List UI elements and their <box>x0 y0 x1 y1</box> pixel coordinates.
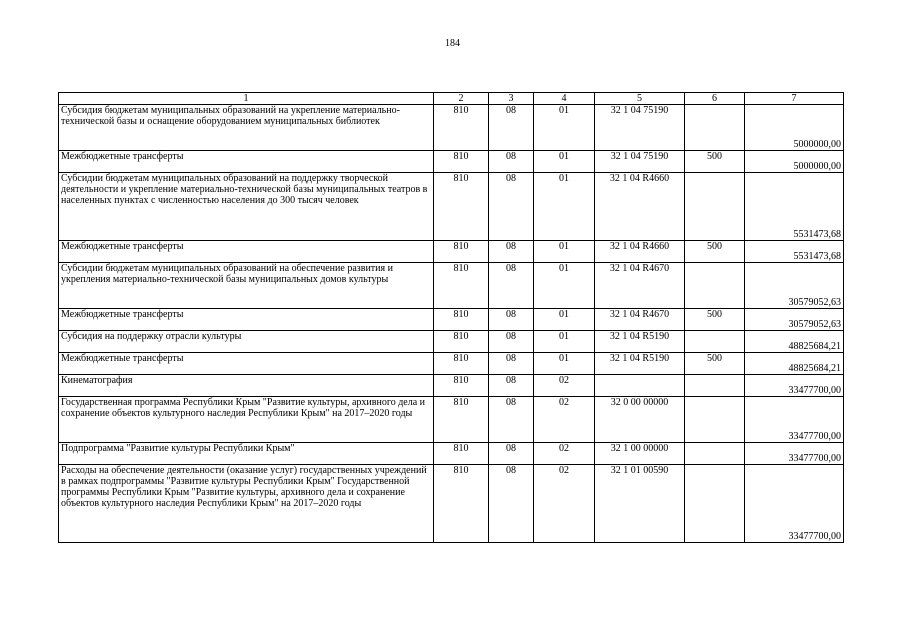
row-expense-type-cell: 500 <box>685 241 745 263</box>
row-target-article-cell: 32 1 04 75190 <box>595 105 685 151</box>
row-subsection-code-cell: 01 <box>534 241 595 263</box>
row-ministry-code-cell: 810 <box>434 173 489 241</box>
table-row <box>59 105 844 151</box>
row-target-article-cell: 32 1 04 R4670 <box>595 263 685 309</box>
row-amount-cell: 5531473,68 <box>745 241 844 263</box>
row-amount-cell: 33477700,00 <box>745 443 844 465</box>
row-expense-type-cell <box>685 331 745 353</box>
row-amount-cell: 33477700,00 <box>745 465 844 543</box>
row-subsection-code-cell: 02 <box>534 397 595 443</box>
row-name-cell: Межбюджетные трансферты <box>59 151 434 173</box>
row-section-code-cell: 08 <box>489 263 534 309</box>
row-ministry-code-cell: 810 <box>434 331 489 353</box>
row-name-cell: Межбюджетные трансферты <box>59 353 434 375</box>
header-cell-7: 7 <box>745 93 844 105</box>
row-amount-cell: 5531473,68 <box>745 173 844 241</box>
row-amount-cell: 33477700,00 <box>745 375 844 397</box>
table-row <box>59 443 844 465</box>
row-target-article-cell: 32 1 04 R4660 <box>595 241 685 263</box>
row-name-cell: Межбюджетные трансферты <box>59 241 434 263</box>
row-section-code-cell: 08 <box>489 105 534 151</box>
row-name-cell: Межбюджетные трансферты <box>59 309 434 331</box>
row-amount-cell: 48825684,21 <box>745 353 844 375</box>
row-ministry-code-cell: 810 <box>434 105 489 151</box>
row-section-code-cell: 08 <box>489 397 534 443</box>
row-amount-cell: 33477700,00 <box>745 397 844 443</box>
row-ministry-code-cell: 810 <box>434 241 489 263</box>
table-row <box>59 309 844 331</box>
row-target-article-cell <box>595 375 685 397</box>
row-subsection-code-cell: 02 <box>534 443 595 465</box>
table-header-row <box>59 93 844 105</box>
row-subsection-code-cell: 01 <box>534 173 595 241</box>
table-row <box>59 173 844 241</box>
row-expense-type-cell <box>685 105 745 151</box>
row-expense-type-cell <box>685 263 745 309</box>
row-expense-type-cell <box>685 465 745 543</box>
row-name-cell: Расходы на обеспечение деятельности (оказание услуг) государственных учреждений в рамках подпрограммы "Развитие культуры Республики Крым" Государственной программы Республики Крым "Развитие культуры, архивного дела и сохранение объектов культурного наследия Республики Крым" на 2017–2020 годы <box>59 465 434 543</box>
row-section-code-cell: 08 <box>489 241 534 263</box>
header-cell-2: 2 <box>434 93 489 105</box>
row-subsection-code-cell: 01 <box>534 353 595 375</box>
table-row <box>59 353 844 375</box>
row-ministry-code-cell: 810 <box>434 375 489 397</box>
row-amount-cell: 5000000,00 <box>745 105 844 151</box>
row-name-cell: Субсидия бюджетам муниципальных образований на укрепление материально-технической базы и оснащение оборудованием муниципальных библиотек <box>59 105 434 151</box>
header-cell-3: 3 <box>489 93 534 105</box>
row-name-cell: Субсидии бюджетам муниципальных образований на обеспечение развития и укрепления материально-технической базы муниципальных домов культуры <box>59 263 434 309</box>
row-subsection-code-cell: 01 <box>534 309 595 331</box>
row-expense-type-cell <box>685 397 745 443</box>
row-expense-type-cell <box>685 443 745 465</box>
row-subsection-code-cell: 01 <box>534 263 595 309</box>
row-amount-cell: 5000000,00 <box>745 151 844 173</box>
row-section-code-cell: 08 <box>489 443 534 465</box>
row-target-article-cell: 32 1 01 00590 <box>595 465 685 543</box>
row-subsection-code-cell: 01 <box>534 105 595 151</box>
header-cell-4: 4 <box>534 93 595 105</box>
row-target-article-cell: 32 1 04 75190 <box>595 151 685 173</box>
row-subsection-code-cell: 02 <box>534 465 595 543</box>
row-expense-type-cell: 500 <box>685 151 745 173</box>
row-section-code-cell: 08 <box>489 151 534 173</box>
row-target-article-cell: 32 1 04 R4660 <box>595 173 685 241</box>
row-section-code-cell: 08 <box>489 465 534 543</box>
row-section-code-cell: 08 <box>489 173 534 241</box>
row-amount-cell: 48825684,21 <box>745 331 844 353</box>
row-subsection-code-cell: 01 <box>534 331 595 353</box>
row-expense-type-cell <box>685 375 745 397</box>
row-ministry-code-cell: 810 <box>434 397 489 443</box>
row-expense-type-cell <box>685 173 745 241</box>
table-row <box>59 151 844 173</box>
row-section-code-cell: 08 <box>489 331 534 353</box>
header-cell-6: 6 <box>685 93 745 105</box>
row-subsection-code-cell: 02 <box>534 375 595 397</box>
row-ministry-code-cell: 810 <box>434 353 489 375</box>
header-cell-1: 1 <box>59 93 434 105</box>
table-row <box>59 465 844 543</box>
table-row <box>59 397 844 443</box>
row-target-article-cell: 32 1 04 R5190 <box>595 353 685 375</box>
row-expense-type-cell: 500 <box>685 353 745 375</box>
row-ministry-code-cell: 810 <box>434 465 489 543</box>
row-name-cell: Кинематография <box>59 375 434 397</box>
row-section-code-cell: 08 <box>489 353 534 375</box>
row-subsection-code-cell: 01 <box>534 151 595 173</box>
row-target-article-cell: 32 1 04 R4670 <box>595 309 685 331</box>
row-ministry-code-cell: 810 <box>434 309 489 331</box>
row-amount-cell: 30579052,63 <box>745 309 844 331</box>
row-target-article-cell: 32 1 04 R5190 <box>595 331 685 353</box>
table-row <box>59 263 844 309</box>
header-cell-5: 5 <box>595 93 685 105</box>
row-amount-cell: 30579052,63 <box>745 263 844 309</box>
row-expense-type-cell: 500 <box>685 309 745 331</box>
row-ministry-code-cell: 810 <box>434 443 489 465</box>
page-number: 184 <box>445 38 460 49</box>
row-ministry-code-cell: 810 <box>434 151 489 173</box>
row-name-cell: Государственная программа Республики Крым "Развитие культуры, архивного дела и сохранение объектов культурного наследия Республики Крым" на 2017–2020 годы <box>59 397 434 443</box>
row-ministry-code-cell: 810 <box>434 263 489 309</box>
row-target-article-cell: 32 0 00 00000 <box>595 397 685 443</box>
row-name-cell: Субсидия на поддержку отрасли культуры <box>59 331 434 353</box>
row-target-article-cell: 32 1 00 00000 <box>595 443 685 465</box>
table-row <box>59 331 844 353</box>
budget-table <box>58 92 844 543</box>
table-row <box>59 241 844 263</box>
row-section-code-cell: 08 <box>489 309 534 331</box>
table-row <box>59 375 844 397</box>
row-name-cell: Субсидии бюджетам муниципальных образований на поддержку творческой деятельности и укрепление материально-технической базы муниципальных театров в населенных пунктах с численностью населения до 300 тысяч человек <box>59 173 434 241</box>
row-section-code-cell: 08 <box>489 375 534 397</box>
row-name-cell: Подпрограмма "Развитие культуры Республики Крым" <box>59 443 434 465</box>
